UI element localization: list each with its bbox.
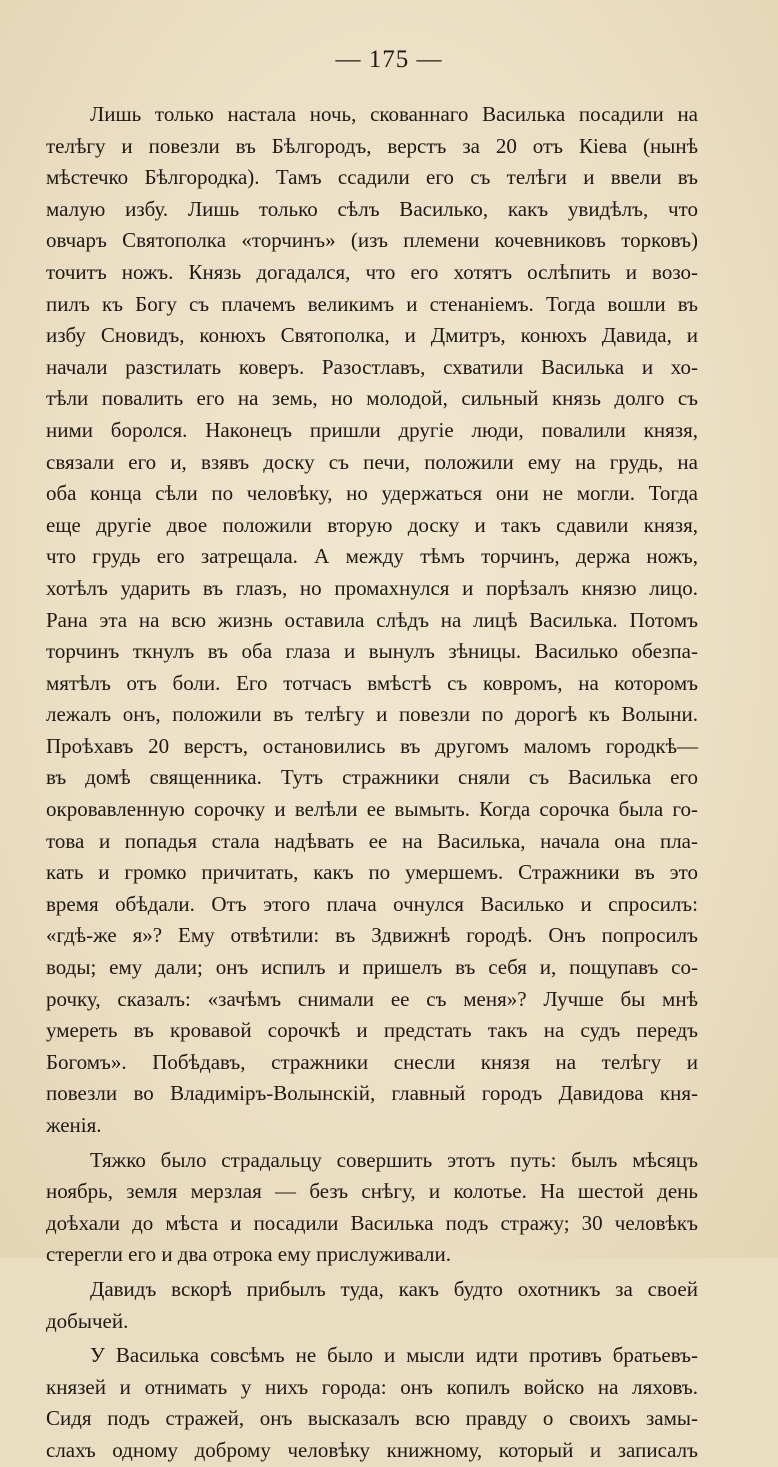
text-line: связали его и, взявъ доску съ печи, положили ему на грудь, на <box>46 449 698 474</box>
text-line: торчинъ ткнулъ въ оба глаза и вынулъ зѣницы. Василько обезпа- <box>46 639 698 664</box>
text-line: время обѣдали. Отъ этого плача очнулся Василько и спросилъ: <box>46 891 698 916</box>
text-line: лежалъ онъ, положили въ телѣгу и повезли по дорогѣ къ Волыни. <box>46 702 698 727</box>
paragraph-2 <box>46 1145 698 1271</box>
text-line: мѣстечко Бѣлгородка). Тамъ ссадили его съ телѣги и ввели въ <box>46 165 698 190</box>
text-line: Проѣхавъ 20 верстъ, остановились въ другомъ маломъ городкѣ— <box>46 733 698 758</box>
text-line: точитъ ножъ. Князь догадался, что его хотятъ ослѣпить и возо- <box>46 259 698 284</box>
text-line: У Василька совсѣмъ не было и мысли идти противъ братьевъ- <box>90 1343 698 1368</box>
text-line: въ домѣ священника. Тутъ стражники сняли съ Василька его <box>46 765 698 790</box>
text-line: Рана эта на всю жизнь оставила слѣдъ на лицѣ Василька. Потомъ <box>46 607 698 632</box>
text-line: повезли во Владиміръ-Волынскій, главный городъ Давидова кня- <box>46 1081 698 1106</box>
text-line: малую избу. Лишь только сѣлъ Василько, какъ увидѣлъ, что <box>46 196 698 221</box>
text-line: умереть въ кровавой сорочкѣ и предстать такъ на судъ передъ <box>46 1018 698 1043</box>
text-line: доѣхали до мѣста и посадили Василька подъ стражу; 30 человѣкъ <box>46 1210 698 1235</box>
text-line: добычей. <box>46 1308 129 1333</box>
text-line: Богомъ». Побѣдавъ, стражники снесли князя на телѣгу и <box>46 1049 698 1074</box>
text-line: хотѣлъ ударить въ глазъ, но промахнулся и порѣзалъ князю лицо. <box>46 575 698 600</box>
text-line: что грудь его затрещала. А между тѣмъ торчинъ, держа ножъ, <box>46 544 698 569</box>
text-line: оба конца сѣли по человѣку, но удержаться они не могли. Тогда <box>46 481 698 506</box>
text-line: стерегли его и два отрока ему прислуживали. <box>46 1242 452 1267</box>
text-line: Лишь только настала ночь, скованнаго Василька посадили на <box>90 102 698 126</box>
text-line: това и попадья стала надѣвать ее на Василька, начала она пла- <box>46 828 698 853</box>
text-line: ними боролся. Наконецъ пришли другіе люди, повалили князя, <box>46 417 698 442</box>
text-line: телѣгу и повезли въ Бѣлгородъ, верстъ за 20 отъ Кіева (нынѣ <box>46 133 698 158</box>
paragraph-1 <box>46 99 698 1142</box>
text-line: Давидъ вскорѣ прибылъ туда, какъ будто охотникъ за своей <box>90 1276 698 1301</box>
text-line: начали разстилать коверъ. Разостлавъ, схватили Василька и хо- <box>46 354 698 379</box>
body-text <box>46 99 698 1467</box>
text-line: ноябрь, земля мерзлая — безъ снѣгу, и колотье. На шестой день <box>46 1179 698 1204</box>
text-line: Сидя подъ стражей, онъ высказалъ всю правду о своихъ замы- <box>46 1406 698 1431</box>
text-line: женія. <box>46 1113 102 1137</box>
text-line: князей и отнимать у нихъ города: онъ копилъ войско на ляховъ. <box>46 1374 698 1399</box>
text-line: овчаръ Святополка «торчинъ» (изъ племени кочевниковъ торковъ) <box>46 228 698 253</box>
page-number: — 175 — <box>335 46 443 73</box>
text-line: окровавленную сорочку и велѣли ее вымыть. Когда сорочка была го- <box>46 797 698 822</box>
text-line: тѣли повалить его на земь, но молодой, сильный князь долго съ <box>46 386 698 411</box>
text-line: рочку, сказалъ: «зачѣмъ снимали ее съ меня»? Лучше бы мнѣ <box>46 986 698 1011</box>
text-line: воды; ему дали; онъ испилъ и пришелъ въ себя и, пощупавъ со- <box>46 955 698 980</box>
text-line: еще другіе двое положили вторую доску и такъ сдавили князя, <box>46 512 698 537</box>
paragraph-3 <box>46 1274 698 1337</box>
text-line: мятѣлъ отъ боли. Его тотчасъ вмѣстѣ съ ковромъ, на которомъ <box>46 670 698 695</box>
text-line: Тяжко было страдальцу совершить этотъ путь: былъ мѣсяцъ <box>90 1147 698 1172</box>
text-line: слахъ одному доброму человѣку книжному, который и записалъ <box>46 1437 698 1462</box>
text-line: «гдѣ-же я»? Ему отвѣтили: въ Здвижнѣ городѣ. Онъ попросилъ <box>46 923 698 948</box>
text-line: избу Сновидъ, конюхъ Святополка, и Дмитръ, конюхъ Давида, и <box>46 323 698 348</box>
text-line: кать и громко причитать, какъ по умершемъ. Стражники въ это <box>46 860 698 885</box>
paragraph-4 <box>46 1340 698 1466</box>
text-line: пилъ къ Богу съ плачемъ великимъ и стенаніемъ. Тогда вошли въ <box>46 291 698 316</box>
